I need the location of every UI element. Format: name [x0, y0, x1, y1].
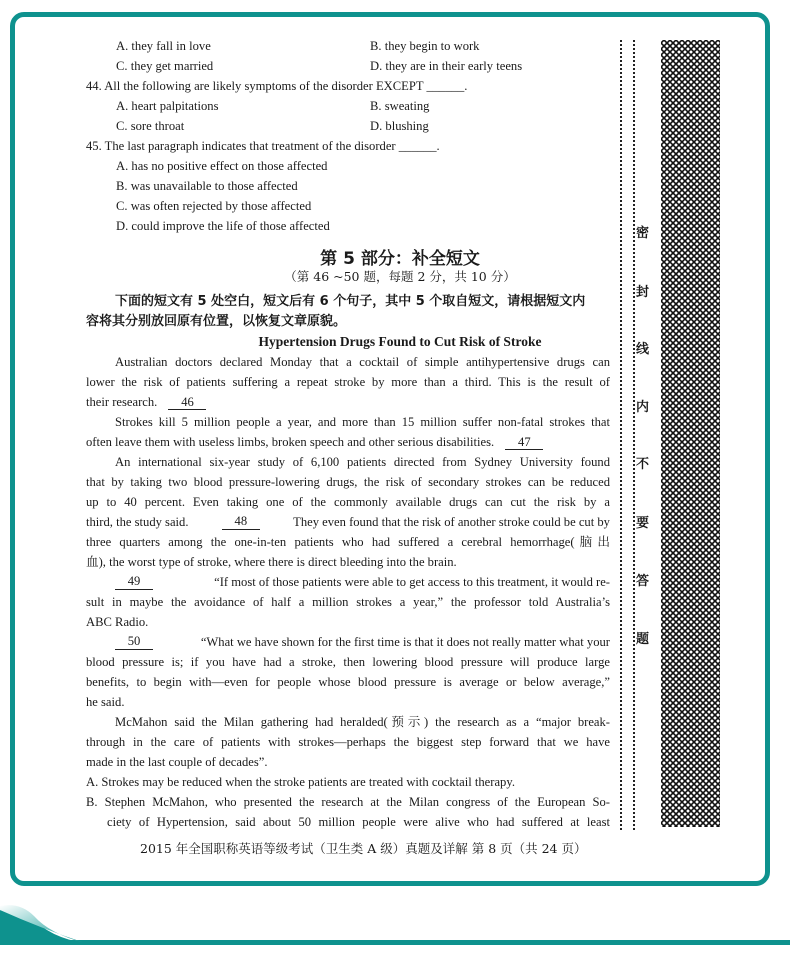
seal-char: 答 — [636, 574, 650, 589]
seal-char: 封 — [636, 285, 650, 300]
q43-option-b: B. they begin to work — [370, 39, 480, 53]
q45-option-b: B. was unavailable to those affected — [116, 179, 298, 193]
passage-text: their research. — [86, 395, 158, 409]
passage-line — [86, 514, 610, 530]
passage-text: “What we have shown for the first time is that it does not really matter what your — [200, 635, 610, 649]
passage-line: McMahon said the Milan gathering had heralded(预示) the research as a “major break- — [115, 715, 610, 729]
passage-line: lower the risk of patients suffering a repeat stroke by more than a third. This is the result of — [86, 375, 610, 389]
q45-option-c: C. was often rejected by those affected — [116, 199, 312, 213]
section-title: 第 5 部分：补全短文 — [320, 249, 480, 269]
passage-line: benefits, to begin with—even for people whose blood pressure is average or below average,” — [86, 675, 610, 689]
option-a: A. Strokes may be reduced when the stroke patients are treated with cocktail therapy. — [86, 775, 515, 789]
q44-option-d: D. blushing — [370, 119, 429, 133]
passage-text: They even found that the risk of another stroke could be cut by — [293, 515, 610, 529]
passage-line: up to 40 percent. Even taking one of the commonly available drugs can cut the risk by a — [86, 495, 610, 509]
blank-47[interactable]: 47 — [505, 435, 543, 450]
bottom-divider — [0, 940, 790, 945]
passage-line: ABC Radio. — [86, 615, 149, 629]
binding-hatch-strip — [661, 40, 720, 827]
seal-char: 密 — [636, 226, 650, 241]
seal-char: 题 — [636, 632, 650, 647]
passage-line: three quarters among the one-in-ten patients who had suffered a cerebral hemorrhage(脑出 — [86, 535, 610, 549]
passage-line: that by taking two blood pressure-lowering drugs, the risk of secondary strokes can be reduced — [86, 475, 610, 489]
passage-text: third, the study said. — [86, 515, 189, 529]
q45-option-d: D. could improve the life of those affected — [116, 219, 330, 233]
blank-50[interactable]: 50 — [115, 634, 153, 650]
q43-option-c: C. they get married — [116, 59, 214, 73]
option-b-line-2: ciety of Hypertension, said about 50 million people were alive who had suffered at least — [107, 815, 610, 829]
passage-line: Australian doctors declared Monday that a cocktail of simple antihypertensive drugs can — [115, 355, 610, 369]
option-b-line-1: B. Stephen McMahon, who presented the research at the Milan congress of the European So- — [86, 795, 610, 809]
passage-title: Hypertension Drugs Found to Cut Risk of Stroke — [258, 334, 542, 349]
passage-line — [115, 574, 610, 590]
passage-line: blood pressure is; if you have had a stroke, then lowering blood pressure will produce large — [86, 655, 610, 669]
q43-option-a: A. they fall in love — [116, 39, 211, 53]
passage-line — [86, 394, 206, 410]
passage-line — [86, 434, 543, 450]
passage-line: 血), the worst type of stroke, where there is direct bleeding into the brain. — [86, 555, 457, 569]
blank-49[interactable]: 49 — [115, 574, 153, 590]
q45-stem: 45. The last paragraph indicates that treatment of the disorder ______. — [86, 139, 440, 153]
page-footer: 2015 年全国职称英语等级考试（卫生类 A 级）真题及详解 第 8 页（共 24 页） — [140, 841, 587, 856]
q45-option-a: A. has no positive effect on those affected — [116, 159, 328, 173]
seal-char: 内 — [636, 400, 650, 415]
seal-dotted-line-outer — [620, 40, 622, 830]
q44-option-c: C. sore throat — [116, 119, 185, 133]
passage-text: “If most of those patients were able to get access to this treatment, it would re- — [214, 575, 610, 589]
passage-line: sult in maybe the avoidance of half a million strokes a year,” the professor told Australia’s — [86, 595, 610, 609]
seal-char: 线 — [636, 342, 650, 357]
seal-char: 要 — [636, 516, 650, 531]
blank-48[interactable]: 48 — [222, 514, 260, 530]
passage-line: through in the care of patients with strokes—perhaps the biggest step forward that we have — [86, 735, 610, 749]
passage-line: made in the last couple of decades”. — [86, 755, 268, 769]
passage-line: he said. — [86, 695, 125, 709]
blank-46[interactable]: 46 — [168, 395, 206, 410]
page-curl-decoration — [0, 898, 90, 943]
q44-stem: 44. All the following are likely symptoms of the disorder EXCEPT ______. — [86, 79, 468, 93]
passage-text: often leave them with useless limbs, broken speech and other serious disabilities. — [86, 435, 495, 449]
section-subtitle: （第 46 ~50 题，每题 2 分，共 10 分） — [284, 269, 516, 284]
seal-dotted-line-inner — [633, 40, 635, 830]
section-instruction-line-1: 下面的短文有 5 处空白，短文后有 6 个句子，其中 5 个取自短文，请根据短文内 — [115, 294, 586, 309]
section-instruction-line-2: 容将其分别放回原有位置，以恢复文章原貌。 — [86, 314, 347, 329]
passage-line — [115, 634, 610, 650]
passage-line: Strokes kill 5 million people a year, and more than 15 million suffer non-fatal strokes that — [115, 415, 610, 429]
passage-line: An international six-year study of 6,100 patients directed from Sydney University found — [115, 455, 610, 469]
q44-option-a: A. heart palpitations — [116, 99, 219, 113]
q44-option-b: B. sweating — [370, 99, 430, 113]
seal-char: 不 — [636, 457, 650, 472]
q43-option-d: D. they are in their early teens — [370, 59, 523, 73]
